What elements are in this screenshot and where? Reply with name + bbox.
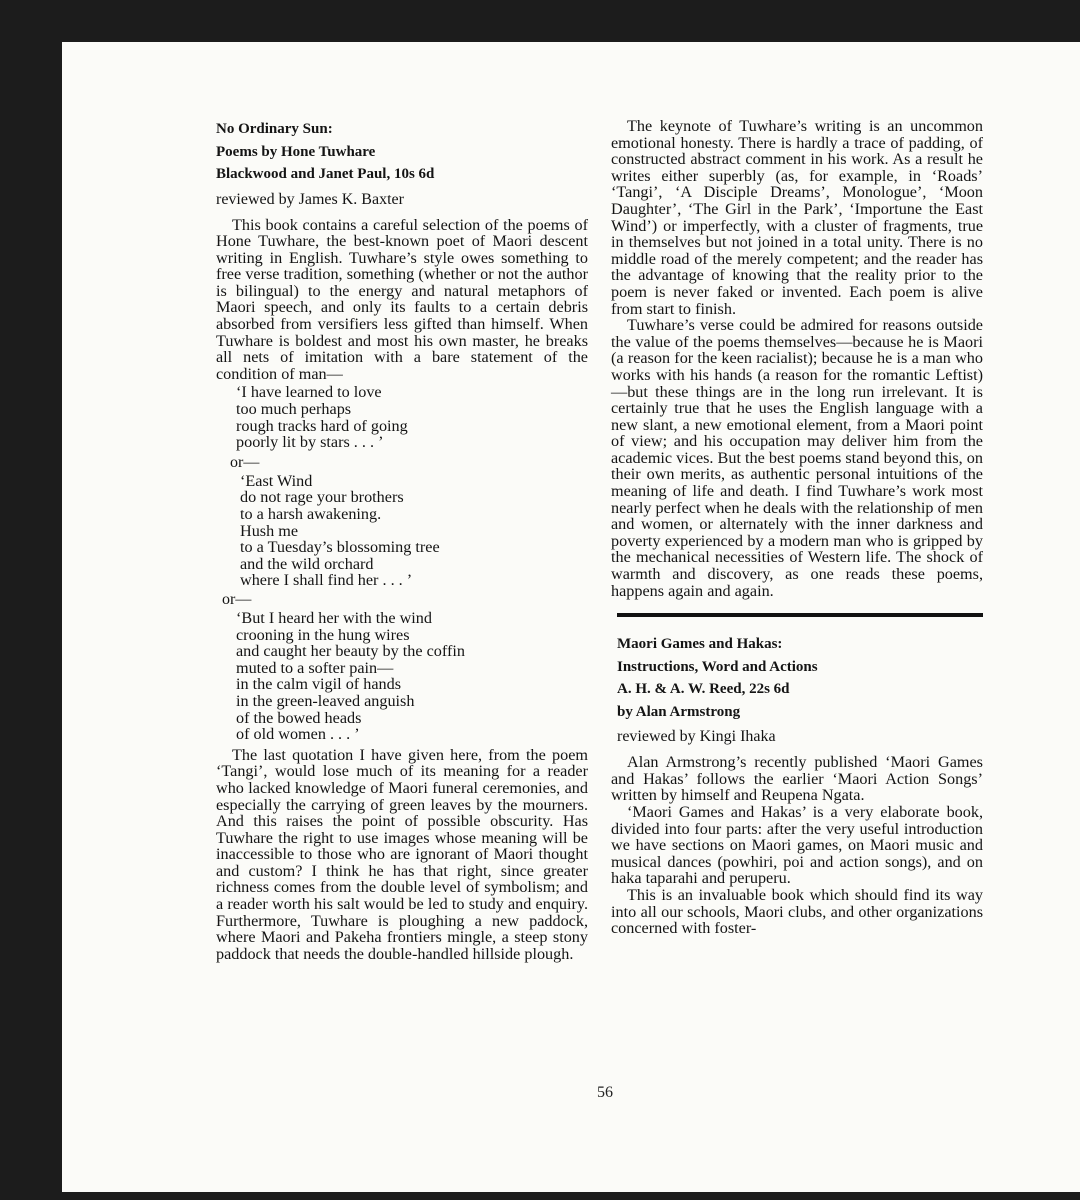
review-paragraph: Tuwhare’s verse could be admired for reasons outside the value of the poems themselves—because he is Maori (a reason for the keen racialist); because he is a man who works with his hands (a reason for the romantic Leftist)—but these things are in the long run irrelevant. It is certainly true that he uses the English language with a new slant, a new emotional element, from a Maori point of view; and his occupation may deliver him from the academic vices. But the best poems stand beyond this, on their own merits, as authentic personal intuitions of the meaning of life and death. I find Tuwhare’s work most nearly perfect when he deals with the relationship of men and women, or alternately with the inner darkness and poverty experienced by a modern man who is gripped by the mechanical necessities of Western life. The shock of warmth and discovery, as one reads these poems, happens again and again.	[611, 316, 983, 600]
left-column	[216, 118, 588, 962]
review-paragraph: This book contains a careful selection of the poems of Hone Tuwhare, the best-known poet of Maori descent writing in English. Tuwhare’s style owes something to free verse tradition, something (whether or not the author is bilingual) to the energy and natural metaphors of Maori speech, and only its faults to a certain debris absorbed from versifiers less gifted than himself. When Tuwhare is boldest and most his own master, he breaks all nets of imitation with a bare statement of the condition of man—	[216, 215, 588, 383]
or-connector: or—	[230, 453, 260, 471]
book-author: by Alan Armstrong	[617, 703, 741, 720]
review-paragraph: This is an invaluable book which should find its way into all our schools, Maori clubs, and other organizations concerned with foster-	[611, 885, 983, 938]
book-publisher: Blackwood and Janet Paul, 10s 6d	[216, 166, 435, 182]
review1-heading	[216, 118, 588, 186]
poem-line: where I shall find her . . . ’	[240, 571, 413, 590]
book-title: No Ordinary Sun:	[216, 121, 333, 137]
book-subtitle: Poems by Hone Tuwhare	[216, 143, 376, 160]
book-title: Maori Games and Hakas:	[617, 636, 783, 653]
poem-line: of the bowed heads	[236, 708, 362, 727]
poem-line: ‘East Wind	[240, 471, 313, 490]
review-paragraph: Alan Armstrong’s recently published ‘Maori Games and Hakas’ follows the earlier ‘Maori Action Songs’ written by himself and Reupena Ngata.	[611, 753, 983, 805]
poem-line: poorly lit by stars . . . ’	[236, 433, 384, 452]
book-subtitle: Instructions, Word and Actions	[617, 658, 818, 675]
section-divider	[617, 613, 983, 617]
poem-line: ‘But I heard her with the wind	[236, 608, 432, 627]
poem-line: crooning in the hung wires	[236, 625, 410, 644]
poem-line: in the calm vigil of hands	[236, 675, 401, 694]
poem-line: and caught her beauty by the coffin	[236, 642, 465, 661]
review2-heading	[617, 633, 983, 723]
poem-line: to a harsh awakening.	[240, 505, 382, 523]
review-paragraph: ‘Maori Games and Hakas’ is a very elaborate book, divided into four parts: after the very useful introduction we have sections on Maori games, on Maori music and musical dances (powhiri, poi and action songs), and on haka taparahi and peruperu.	[611, 803, 983, 888]
right-column	[611, 118, 983, 937]
reviewer-credit: reviewed by Kingi Ihaka	[617, 728, 776, 746]
or-connector: or—	[222, 590, 252, 608]
poem-line: Hush me	[240, 521, 298, 540]
poem-line: too much perhaps	[236, 400, 352, 419]
page-number: 56	[597, 1084, 613, 1101]
review-paragraph: The last quotation I have given here, from the poem ‘Tangi’, would lose much of its meaning for a reader who lacked knowledge of Maori funeral ceremonies, and especially the carrying of green leaves by the mourners. And this raises the point of possible obscurity. Has Tuwhare the right to use images whose meaning will be inaccessible to those who are ignorant of Maori thought and custom? I think he has that right, since greater richness comes from the double level of symbolism; and a reader worth his salt would be led to study and enquiry. Furthermore, Tuwhare is ploughing a new paddock, where Maori and Pakeha frontiers mingle, a steep stony paddock that needs the double-handled hillside plough.	[216, 745, 588, 963]
poem-line: to a Tuesday’s blossoming tree	[240, 538, 440, 557]
poem-line: of old women . . . ’	[236, 725, 360, 744]
book-publisher: A. H. & A. W. Reed, 22s 6d	[617, 681, 790, 698]
review-paragraph: The keynote of Tuwhare’s writing is an uncommon emotional honesty. There is hardly a trace of padding, of constructed abstract comment in his work. As a result he writes either superbly (as, for example, in ‘Roads’ ‘Tangi’, ‘A Disciple Dreams’, Monologue’, ‘Moon Daughter’, ‘The Girl in the Park’, ‘Importune the East Wind’) or imperfectly, with a cluster of fragments, true in themselves but not joined in a total unity. There is no middle road of the merely competent; and the reader has the advantage of knowing that the reality prior to the poem is never faked or invented. Each poem is alive from start to finish.	[611, 117, 983, 318]
poem-line: rough tracks hard of going	[236, 416, 408, 435]
poem-quote	[216, 473, 588, 589]
poem-line: ‘I have learned to love	[236, 383, 382, 402]
reviewer-credit: reviewed by James K. Baxter	[216, 190, 404, 208]
magazine-page	[62, 42, 1080, 1192]
poem-line: muted to a softer pain—	[236, 658, 394, 677]
poem-quote	[216, 610, 588, 743]
poem-quote	[216, 384, 588, 450]
poem-line: and the wild orchard	[240, 554, 374, 573]
poem-line: do not rage your brothers	[240, 488, 404, 507]
poem-line: in the green-leaved anguish	[236, 691, 415, 710]
